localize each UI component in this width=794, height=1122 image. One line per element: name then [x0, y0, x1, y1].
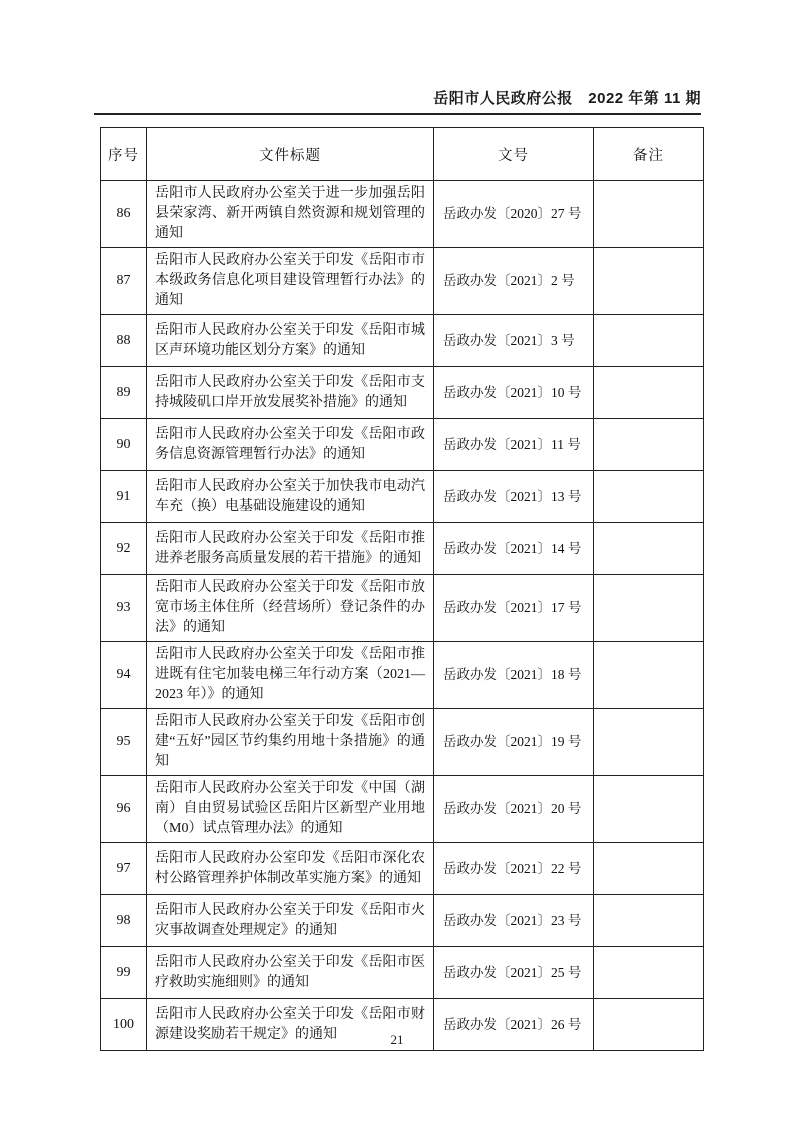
row-doc-number: 岳政办发〔2021〕17 号: [434, 575, 594, 642]
page-header: [433, 87, 701, 108]
row-serial: 89: [101, 367, 147, 419]
row-remark: [594, 367, 704, 419]
row-doc-number: 岳政办发〔2021〕13 号: [434, 471, 594, 523]
row-title: 岳阳市人民政府办公室关于印发《岳阳市政务信息资源管理暂行办法》的通知: [147, 419, 434, 471]
row-serial: 92: [101, 523, 147, 575]
table-row: [101, 776, 704, 843]
row-title: 岳阳市人民政府办公室关于印发《岳阳市放宽市场主体住所（经营场所）登记条件的办法》的通知: [147, 575, 434, 642]
row-doc-number: 岳政办发〔2021〕10 号: [434, 367, 594, 419]
page-number: 21: [390, 1032, 404, 1047]
row-doc-number: 岳政办发〔2021〕22 号: [434, 843, 594, 895]
row-remark: [594, 181, 704, 248]
row-doc-number: 岳政办发〔2021〕23 号: [434, 895, 594, 947]
table-row: [101, 367, 704, 419]
col-header-remark: 备注: [594, 128, 704, 181]
table-row: [101, 709, 704, 776]
row-title: 岳阳市人民政府办公室关于印发《岳阳市医疗救助实施细则》的通知: [147, 947, 434, 999]
row-serial: 87: [101, 248, 147, 315]
row-remark: [594, 947, 704, 999]
row-title: 岳阳市人民政府办公室关于进一步加强岳阳县荣家湾、新开两镇自然资源和规划管理的通知: [147, 181, 434, 248]
row-title: 岳阳市人民政府办公室关于印发《岳阳市城区声环境功能区划分方案》的通知: [147, 315, 434, 367]
row-serial: 96: [101, 776, 147, 843]
row-title: 岳阳市人民政府办公室关于印发《岳阳市推进养老服务高质量发展的若干措施》的通知: [147, 523, 434, 575]
table-row: [101, 248, 704, 315]
row-doc-number: 岳政办发〔2020〕27 号: [434, 181, 594, 248]
table-row: [101, 642, 704, 709]
row-serial: 86: [101, 181, 147, 248]
row-doc-number: 岳政办发〔2021〕3 号: [434, 315, 594, 367]
row-doc-number: 岳政办发〔2021〕18 号: [434, 642, 594, 709]
row-remark: [594, 575, 704, 642]
col-header-serial: 序号: [101, 128, 147, 181]
row-remark: [594, 419, 704, 471]
row-serial: 100: [101, 999, 147, 1051]
row-doc-number: 岳政办发〔2021〕11 号: [434, 419, 594, 471]
row-serial: 88: [101, 315, 147, 367]
row-doc-number: 岳政办发〔2021〕25 号: [434, 947, 594, 999]
table-row: [101, 575, 704, 642]
table-row: [101, 523, 704, 575]
row-remark: [594, 248, 704, 315]
row-remark: [594, 523, 704, 575]
row-remark: [594, 843, 704, 895]
header-rule: [94, 113, 701, 115]
row-doc-number: 岳政办发〔2021〕20 号: [434, 776, 594, 843]
table-body: [101, 181, 704, 1051]
row-serial: 94: [101, 642, 147, 709]
row-remark: [594, 315, 704, 367]
row-serial: 95: [101, 709, 147, 776]
table-row: [101, 181, 704, 248]
row-doc-number: 岳政办发〔2021〕14 号: [434, 523, 594, 575]
row-doc-number: 岳政办发〔2021〕2 号: [434, 248, 594, 315]
row-serial: 93: [101, 575, 147, 642]
row-doc-number: 岳政办发〔2021〕19 号: [434, 709, 594, 776]
row-title: 岳阳市人民政府办公室关于印发《岳阳市火灾事故调查处理规定》的通知: [147, 895, 434, 947]
table-row: [101, 315, 704, 367]
row-title: 岳阳市人民政府办公室关于印发《岳阳市市本级政务信息化项目建设管理暂行办法》的通知: [147, 248, 434, 315]
row-title: 岳阳市人民政府办公室关于印发《岳阳市创建“五好”园区节约集约用地十条措施》的通知: [147, 709, 434, 776]
row-title: 岳阳市人民政府办公室关于印发《岳阳市支持城陵矶口岸开放发展奖补措施》的通知: [147, 367, 434, 419]
table-header-row: [101, 128, 704, 181]
row-remark: [594, 642, 704, 709]
table-row: [101, 895, 704, 947]
row-serial: 90: [101, 419, 147, 471]
table-row: [101, 471, 704, 523]
row-serial: 91: [101, 471, 147, 523]
page-header-title: 岳阳市人民政府公报 2022 年第 11 期: [433, 90, 701, 107]
table-row: [101, 843, 704, 895]
table-row: [101, 419, 704, 471]
table-row: [101, 947, 704, 999]
row-serial: 97: [101, 843, 147, 895]
row-title: 岳阳市人民政府办公室关于印发《中国（湖南）自由贸易试验区岳阳片区新型产业用地（M0）试点管理办法》的通知: [147, 776, 434, 843]
row-remark: [594, 776, 704, 843]
row-title: 岳阳市人民政府办公室关于加快我市电动汽车充（换）电基础设施建设的通知: [147, 471, 434, 523]
row-title: 岳阳市人民政府办公室关于印发《岳阳市财源建设奖励若干规定》的通知: [147, 999, 434, 1051]
col-header-title: 文件标题: [147, 128, 434, 181]
row-serial: 98: [101, 895, 147, 947]
documents-table: [100, 127, 704, 1051]
row-title: 岳阳市人民政府办公室关于印发《岳阳市推进既有住宅加装电梯三年行动方案（2021—2023 年）》的通知: [147, 642, 434, 709]
row-remark: [594, 709, 704, 776]
row-serial: 99: [101, 947, 147, 999]
row-remark: [594, 895, 704, 947]
row-title: 岳阳市人民政府办公室印发《岳阳市深化农村公路管理养护体制改革实施方案》的通知: [147, 843, 434, 895]
row-doc-number: 岳政办发〔2021〕26 号: [434, 999, 594, 1051]
row-remark: [594, 471, 704, 523]
col-header-doc-number: 文号: [434, 128, 594, 181]
